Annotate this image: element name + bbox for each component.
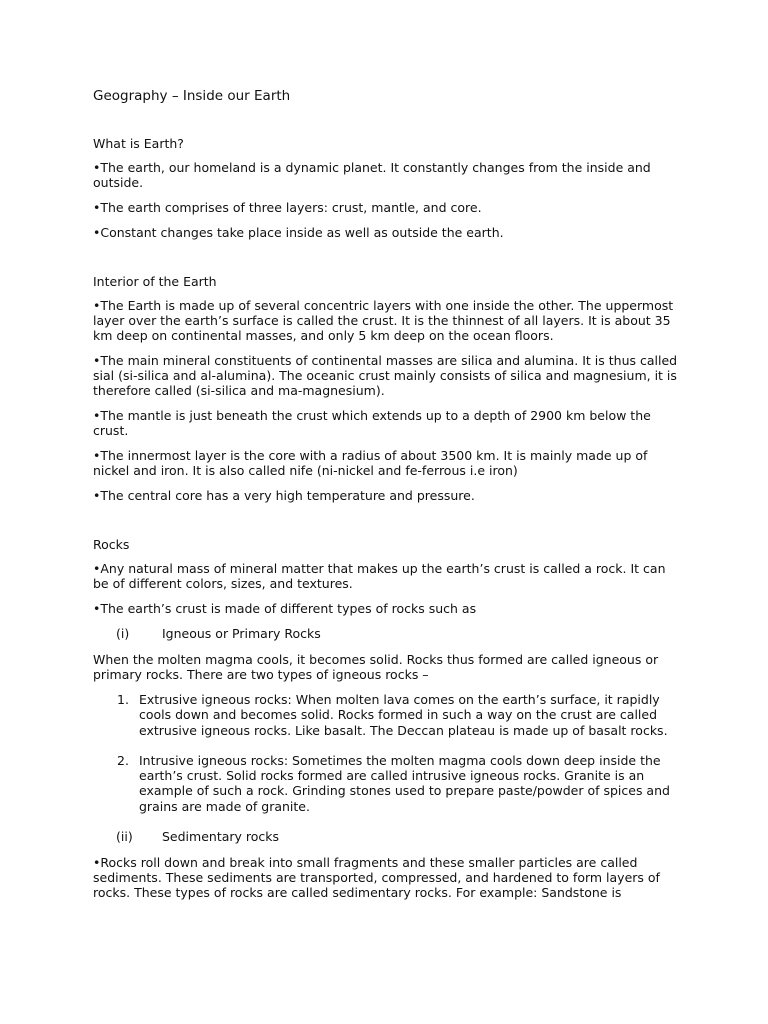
- roman-item-label: Sedimentary rocks: [162, 829, 280, 845]
- roman-numeral: (i): [116, 626, 130, 641]
- document-title: Geography – Inside our Earth: [93, 88, 291, 104]
- roman-list-item-igneous: [93, 626, 683, 642]
- paragraph: •The Earth is made up of several concentric layers with one inside the other. The uppermost layer over the earth’s surface is called the crust. It is the thinnest of all layers. It is about 35 km deep on continental masses, and only 5 km deep on the ocean floors.: [93, 298, 674, 343]
- list-number: 2.: [117, 752, 129, 768]
- list-item-text: Intrusive igneous rocks: Sometimes the molten magma cools down deep inside the earth’s crust. Solid rocks formed are called intrusive igneous rocks. Granite is an example of such a rock. Grinding stones used to prepare paste/powder of spices and grains are made of granite.: [139, 752, 670, 814]
- paragraph: •Constant changes take place inside as well as outside the earth.: [93, 225, 504, 240]
- paragraph: •The earth’s crust is made of different types of rocks such as: [93, 601, 477, 616]
- spacer: [93, 513, 683, 537]
- list-number: 1.: [117, 692, 129, 707]
- paragraph: •The central core has a very high temperature and pressure.: [93, 488, 475, 503]
- roman-item-label: Igneous or Primary Rocks: [162, 626, 321, 641]
- paragraph: •Rocks roll down and break into small fragments and these smaller particles are called sediments. These sediments are transported, compressed, and hardened to form layers of rocks. These types of rocks are called sedimentary rocks. For example: Sandstone is: [93, 855, 660, 901]
- numbered-list-item-intrusive: [93, 753, 683, 814]
- paragraph: •The earth, our homeland is a dynamic planet. It constantly changes from the inside and outside.: [93, 160, 651, 190]
- document-content: [93, 86, 683, 910]
- paragraph: •The innermost layer is the core with a radius of about 3500 km. It is mainly made up of nickel and iron. It is also called nife (ni-nickel and fe-ferrous i.e iron): [93, 448, 648, 478]
- paragraph: When the molten magma cools, it becomes solid. Rocks thus formed are called igneous or primary rocks. There are two types of igneous rocks –: [93, 652, 659, 682]
- list-item-text: Extrusive igneous rocks: When molten lava comes on the earth’s surface, it rapidly cools down and becomes solid. Rocks formed in such a way on the crust are called extrusive igneous rocks. Like basalt. The Deccan plateau is made up of basalt rocks.: [139, 692, 668, 738]
- numbered-list-item-extrusive: [93, 692, 683, 738]
- paragraph: •The earth comprises of three layers: crust, mantle, and core.: [93, 200, 482, 215]
- section-heading-rocks: Rocks: [93, 537, 130, 552]
- section-heading-what-is-earth: What is Earth?: [93, 136, 184, 151]
- section-heading-interior: Interior of the Earth: [93, 274, 217, 289]
- paragraph: •Any natural mass of mineral matter that makes up the earth’s crust is called a rock. It can be of different colors, sizes, and textures.: [93, 561, 666, 591]
- roman-numeral: (ii): [116, 829, 133, 845]
- roman-list-item-sedimentary: [93, 829, 683, 845]
- paragraph: •The main mineral constituents of continental masses are silica and alumina. It is thus called sial (si-silica and al-alumina). The oceanic crust mainly consists of silica and magnesium, it is therefore called (si-silica and ma-magnesium).: [93, 353, 678, 398]
- spacer: [93, 250, 683, 274]
- paragraph: •The mantle is just beneath the crust which extends up to a depth of 2900 km below the crust.: [93, 408, 651, 438]
